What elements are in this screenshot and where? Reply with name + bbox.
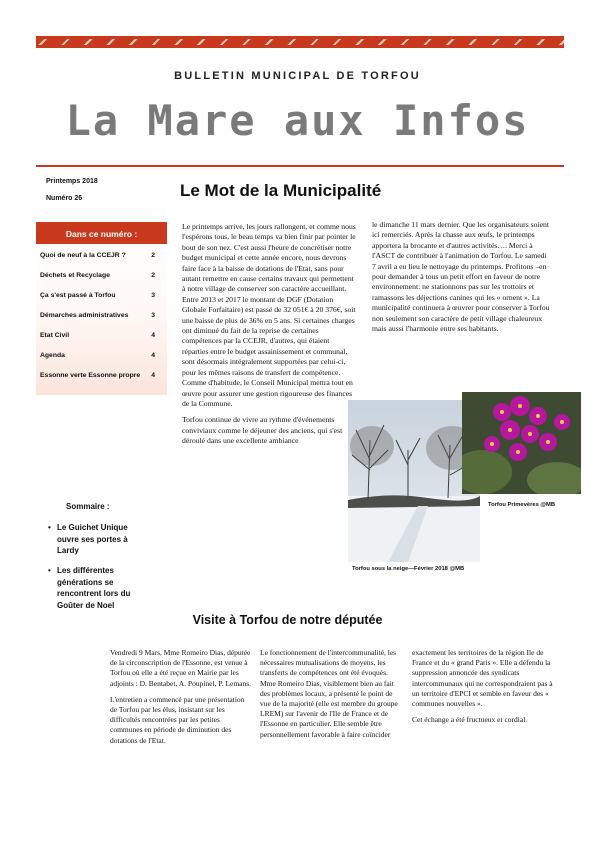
- sommaire-item: [48, 565, 148, 611]
- issue-date: Printemps 2018: [46, 178, 98, 185]
- snow-photo-caption: Torfou sous la neige—Février 2018 @MB: [352, 566, 465, 572]
- toc-item[interactable]: [36, 269, 167, 285]
- toc-item-page: 4: [151, 332, 155, 339]
- toc-item-page: 4: [151, 372, 155, 379]
- visit-column-1: [110, 648, 252, 752]
- paragraph: Le printemps arrive, les jours rallongent, et comme nous l'espérons tous, le beau temps va bien finir par pointer le bout de son nez. C'est aussi l'heure de concrétiser notre budget municipal et cette année encore, nous devrons faire face à la baisse de dotations de l'Etat, sans pour autant remettre en cause certains travaux qui permettent à notre village de conserver son caractère accueillant. Entre 2013 et 2017 le montant de DGF (Dotation Globale Forfaitaire) est passé de 32 051€ à 20 376€, soit une baisse de plus de 36% en 5 ans. Si certaines charges ont diminué du fait de la reprise de certaines compétences par la CCEJR, d'autres, qui étaient réparties entre le budget assainissement et communal, sont désormais intégralement supportées par celui-ci, pour les mêmes raisons de transfert de compétence. Comme d'habitude, le Conseil Municipal mettra tout en œuvre pour assurer une gestion rigoureuse des finances de la Commune.: [182, 222, 356, 408]
- toc-item[interactable]: [36, 349, 167, 365]
- paragraph: Le fonctionnement de l'intercommunalité, les nécessaires mutualisations de moyens, les transferts de compétences ont été évoqués. Mme Romeiro Dias, visiblement bien au fait des problèmes locaux, a présenté le point de vue de la majorité (elle est membre du groupe LREM) sur l'avenir de l'Ile de France et de l'Essonne en particulier. Elle semble être personnellement favorable à faire coïncider: [260, 648, 398, 739]
- primrose-photo: [462, 392, 581, 494]
- toc-item-label: Démarches administratives: [40, 312, 129, 319]
- paragraph: le dimanche 11 mars dernier. Que les organisateurs soient ici remerciés. Après la chasse aux œufs, le printemps apportera la brocante et d'autres activités…. Merci à l'ASCT de contribuer à l'animation de Torfou. Le samedi 7 avril a eu lieu le nettoyage du printemps. Profitons –en pour demander à tous un petit effort en faveur de notre environnement: ne stationnons pas sur les trottoirs et ramassons les déjections canines qui les « ornent ». La municipalité continuera à œuvrer pour conserver à Torfou non seulement son caractère de petit village chaleureux mais aussi l'harmonie entre ses habitants.: [372, 220, 550, 334]
- toc-item-page: 2: [151, 272, 155, 279]
- paragraph: Cet échange a été fructueux et cordial.: [412, 715, 528, 725]
- visit-article-title: Visite à Torfou de notre députée: [192, 613, 383, 627]
- toc-item[interactable]: [36, 249, 167, 265]
- snow-photo: [348, 400, 480, 562]
- toc-item-label: Quoi de neuf à la CCEJR ?: [40, 252, 126, 259]
- paragraph: exactement les territoires de la région Ile de France et du « grand Paris ». Elle a défendu la suppression annoncée des syndicats intercommunaux qui ne correspondraient pas à un territoire d'EPCI et semble en faveur des « communes nouvelles ».: [412, 648, 553, 709]
- header-decorative-band: [36, 36, 564, 48]
- issue-number: Numéro 26: [46, 195, 83, 202]
- sommaire-heading: Sommaire :: [66, 502, 110, 511]
- toc-item-page: 3: [151, 292, 155, 299]
- sommaire-item-text: Les différentes générations se rencontrent lors du Goûter de Noel: [57, 566, 131, 610]
- bullet-icon: •: [48, 523, 51, 532]
- paragraph: L'entretien a commencé par une présentation de Torfou par les élus, insistant sur les difficultés rencontrées par les petites communes en période de diminution des dotations de l'Etat.: [110, 694, 245, 745]
- toc-item-label: Déchets et Recyclage: [40, 272, 110, 279]
- toc-item[interactable]: [36, 369, 167, 385]
- toc-item-label: Ça s'est passé à Torfou: [40, 292, 116, 299]
- toc-item-page: 3: [151, 312, 155, 319]
- primrose-photo-caption: Torfou Primevères @MB: [488, 502, 556, 508]
- toc-item[interactable]: [36, 289, 167, 305]
- table-of-contents: [36, 222, 167, 395]
- sommaire-item: [48, 522, 148, 557]
- toc-item[interactable]: [36, 329, 167, 345]
- toc-item-label: Agenda: [40, 352, 65, 359]
- toc-item-label: Essonne verte Essonne propre: [40, 372, 141, 379]
- paragraph: Vendredi 9 Mars, Mme Romeiro Dias, députée de la circonscription de l'Essonne, est venue à Torfou où elle a été reçue en Mairie par les adjoints : D. Bentabet, A. Poupinel, P. Lemans.: [110, 648, 252, 688]
- sommaire-item-text: Le Guichet Unique ouvre ses portes à Lardy: [57, 523, 128, 555]
- toc-item-page: 4: [151, 352, 155, 359]
- article-title: Le Mot de la Municipalité: [180, 181, 382, 200]
- article-column-1: [182, 222, 356, 453]
- toc-heading: Dans ce numéro :: [36, 222, 167, 244]
- visit-column-2: [260, 648, 404, 746]
- newsletter-title: La Mare aux Infos: [65, 96, 530, 145]
- toc-item-label: Etat Civil: [40, 332, 70, 339]
- visit-column-3: [412, 648, 556, 731]
- bulletin-subtitle: BULLETIN MUNICIPAL DE TORFOU: [174, 70, 421, 82]
- title-divider: [36, 165, 564, 167]
- paragraph: Torfou continue de vivre au rythme d'événements conviviaux comme le déjeuner des anciens, qui s'est déroulé dans une excellente ambiance: [182, 415, 343, 446]
- toc-item-page: 2: [151, 252, 155, 259]
- article-column-2: [372, 220, 550, 340]
- bullet-icon: •: [48, 566, 51, 575]
- toc-item[interactable]: [36, 309, 167, 325]
